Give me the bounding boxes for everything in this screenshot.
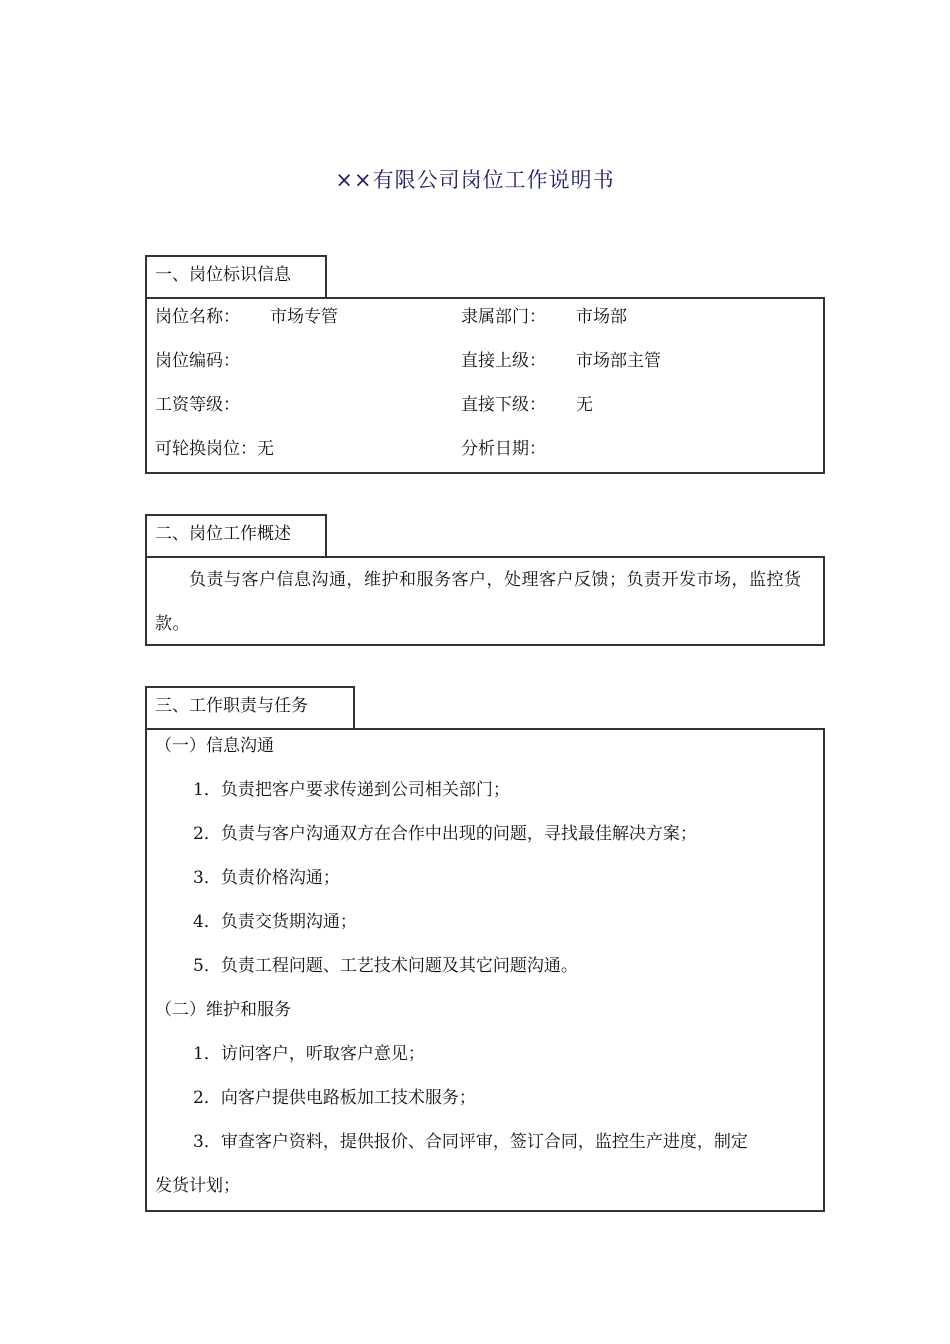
section-heading-text: 三、工作职责与任务 xyxy=(155,696,308,716)
info-row xyxy=(155,391,823,435)
field-value: 市场部主管 xyxy=(576,351,661,371)
duties-list xyxy=(147,730,823,1217)
section-heading-duties xyxy=(145,686,355,728)
list-item: 3．审查客户资料，提供报价、合同评审，签订合同，监控生产进度，制定 xyxy=(193,1132,748,1152)
field-label: 可轮换岗位：无 xyxy=(155,439,274,459)
group-title: （二）维护和服务 xyxy=(155,1000,291,1020)
section-identification-box xyxy=(145,297,825,474)
info-row xyxy=(155,347,823,391)
section-heading-text: 二、岗位工作概述 xyxy=(155,524,291,544)
section-overview-box xyxy=(145,556,825,646)
list-item-continuation: 发货计划； xyxy=(155,1176,240,1196)
field-label: 直接上级： xyxy=(461,351,546,371)
group-title: （一）信息沟通 xyxy=(155,736,274,756)
field-value: 市场专管 xyxy=(270,307,338,327)
list-item: 2．负责与客户沟通双方在合作中出现的问题，寻找最佳解决方案； xyxy=(193,824,697,844)
field-value: 无 xyxy=(576,395,593,415)
section-heading-identification xyxy=(145,255,327,297)
info-row xyxy=(155,435,823,479)
info-row xyxy=(155,303,823,347)
field-label: 分析日期： xyxy=(461,439,546,459)
field-label: 岗位名称： xyxy=(155,307,240,327)
overview-paragraph: 负责与客户信息沟通，维护和服务客户，处理客户反馈；负责开发市场，监控货款。 xyxy=(155,570,802,634)
field-label: 隶属部门： xyxy=(461,307,546,327)
field-label: 岗位编码： xyxy=(155,351,240,371)
field-label: 直接下级： xyxy=(461,395,546,415)
list-item: 4．负责交货期沟通； xyxy=(193,912,357,932)
section-heading-text: 一、岗位标识信息 xyxy=(155,265,291,285)
list-item: 3．负责价格沟通； xyxy=(193,868,340,888)
list-item: 5．负责工程问题、工艺技术问题及其它问题沟通。 xyxy=(193,956,578,976)
field-label: 工资等级： xyxy=(155,395,240,415)
section-duties-box xyxy=(145,728,825,1212)
document-title: ××有限公司岗位工作说明书 xyxy=(335,168,615,192)
section-heading-overview xyxy=(145,514,327,556)
field-value: 市场部 xyxy=(576,307,627,327)
list-item: 2．向客户提供电路板加工技术服务； xyxy=(193,1088,476,1108)
identification-grid xyxy=(155,303,823,479)
list-item: 1．负责把客户要求传递到公司相关部门； xyxy=(193,780,510,800)
list-item: 1．访问客户，听取客户意见； xyxy=(193,1044,425,1064)
